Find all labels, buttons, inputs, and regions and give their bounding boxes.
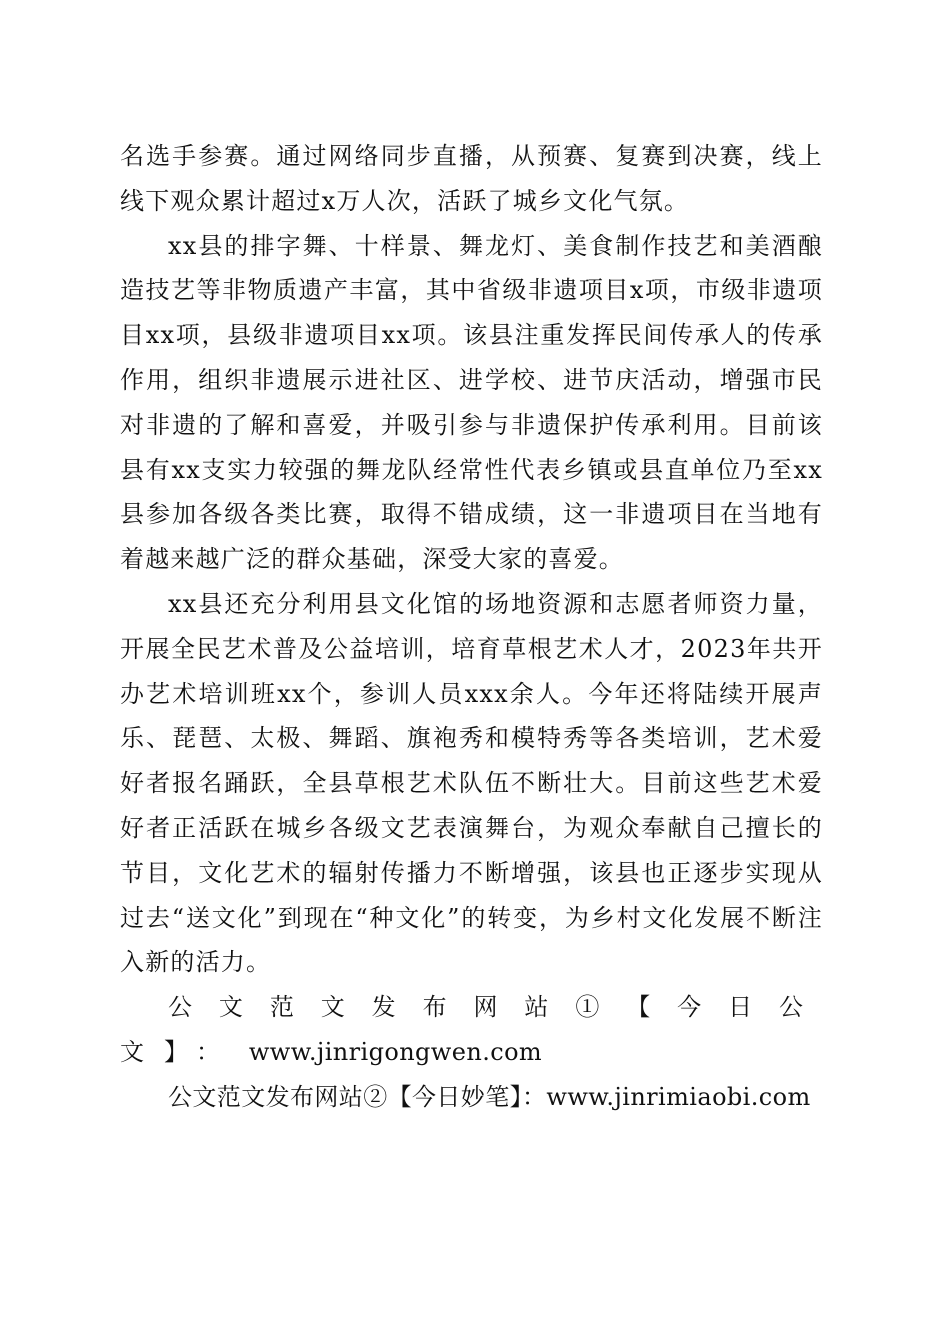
site-link-1 [120, 985, 823, 1075]
site-link-1-label: 公文范文发布网站①【今日公文】： [120, 993, 823, 1066]
document-body [120, 134, 823, 1120]
site-link-1-url: www.jinrigongwen.com [248, 1037, 543, 1066]
paragraph-3: xx县还充分利用县文化馆的场地资源和志愿者师资力量，开展全民艺术普及公益培训，培育草根艺术人才，2023年共开办艺术培训班xx个，参训人员xxx余人。今年还将陆续开展声乐、琵琶、太极、舞蹈、旗袍秀和模特秀等各类培训，艺术爱好者报名踊跃，全县草根艺术队伍不断壮大。目前这些艺术爱好者正活跃在城乡各级文艺表演舞台，为观众奉献自己擅长的节目，文化艺术的辐射传播力不断增强，该县也正逐步实现从过去“送文化”到现在“种文化”的转变，为乡村文化发展不断注入新的活力。 [120, 589, 823, 977]
site-link-2: 公文范文发布网站②【今日妙笔】：www.jinrimiaobi.com [168, 1082, 811, 1111]
paragraph-1: 名选手参赛。通过网络同步直播，从预赛、复赛到决赛，线上线下观众累计超过x万人次，活跃了城乡文化气氛。 [120, 142, 823, 215]
paragraph-2: xx县的排字舞、十样景、舞龙灯、美食制作技艺和美酒酿造技艺等非物质遗产丰富，其中省级非遗项目x项，市级非遗项目xx项，县级非遗项目xx项。该县注重发挥民间传承人的传承作用，组织非遗展示进社区、进学校、进节庆活动，增强市民对非遗的了解和喜爱，并吸引参与非遗保护传承利用。目前该县有xx支实力较强的舞龙队经常性代表乡镇或县直单位乃至xx县参加各级各类比赛，取得不错成绩，这一非遗项目在当地有着越来越广泛的群众基础，深受大家的喜爱。 [120, 231, 823, 574]
